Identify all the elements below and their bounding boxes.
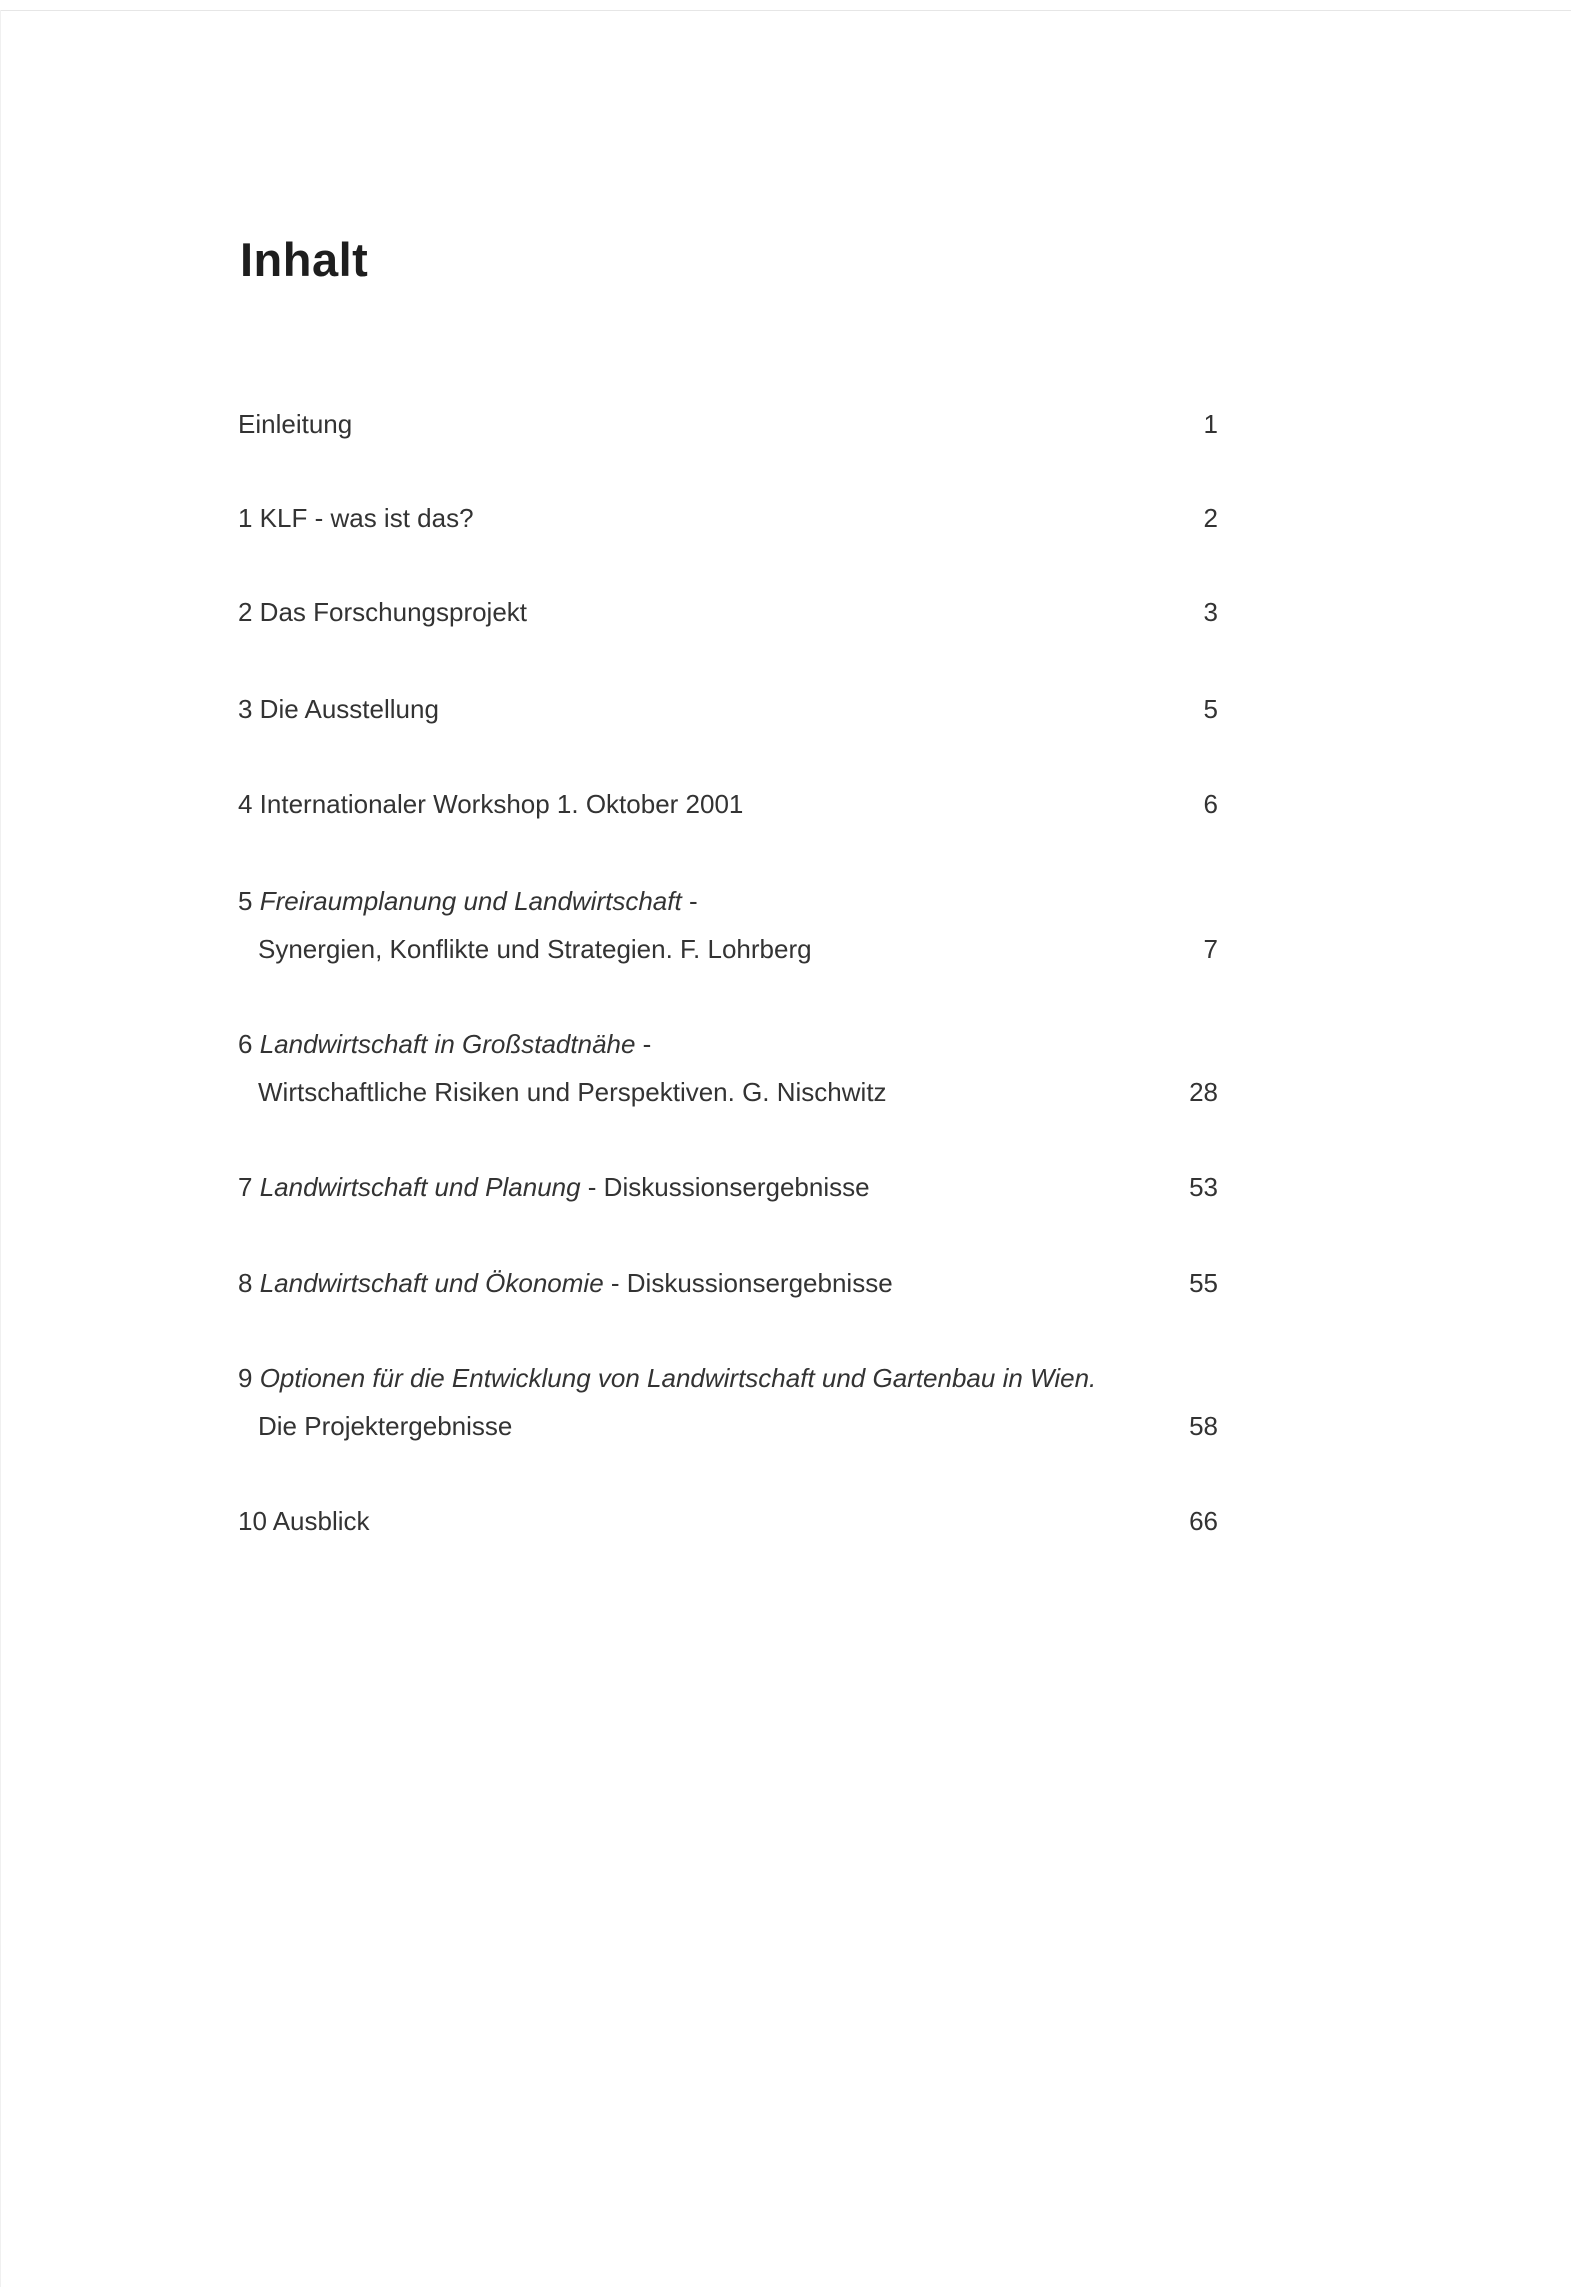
toc-entry-suffix: - [635,1029,652,1059]
toc-entry-line-1 [238,1354,1218,1402]
toc-entry-italic-title: Landwirtschaft und Ökonomie [259,1268,604,1298]
toc-entry-2 [238,588,1218,636]
page-top-edge [0,10,1571,11]
toc-page-number: 1 [1203,409,1218,439]
toc-entry-line-2: Die Projektergebnisse [258,1411,513,1441]
toc-page-number: 53 [1189,1172,1218,1202]
toc-entry-number: 9 [238,1363,260,1393]
toc-entry-8 [238,1259,1218,1307]
toc-page-number: 66 [1189,1506,1218,1536]
toc-entry-title: 10 Ausblick [238,1506,370,1536]
toc-entry-4 [238,780,1218,828]
toc-entry-italic-title: Freiraumplanung und Landwirtschaft [259,886,682,916]
toc-page-number: 5 [1203,694,1218,724]
toc-page-number: 28 [1189,1077,1218,1107]
toc-entry-number: 5 [238,886,260,916]
toc-entry-number: 6 [238,1029,260,1059]
toc-entry-title: 1 KLF - was ist das? [238,503,474,533]
toc-entry-suffix: - Diskussionsergebnisse [603,1268,893,1298]
toc-entry-number: 7 [238,1172,260,1202]
toc-entry-line-1 [238,877,1218,925]
toc-entry-line-2: Wirtschaftliche Risiken und Perspektiven. G. Nischwitz [258,1077,887,1107]
toc-entry-suffix: - [681,886,698,916]
toc-page-number: 7 [1203,934,1218,964]
toc-entry-italic-title: Landwirtschaft in Großstadtnähe [259,1029,636,1059]
toc-page-number: 55 [1189,1268,1218,1298]
toc-entry-line-1 [238,1163,1218,1211]
toc-entry-italic-title: Landwirtschaft und Planung [259,1172,581,1202]
page-title: Inhalt [240,233,369,286]
toc-entry-line-2: Synergien, Konflikte und Strategien. F. Lohrberg [258,934,812,964]
toc-entry-title: Einleitung [238,409,353,439]
toc-entry-6 [238,1020,1218,1116]
toc-entry-suffix: - Diskussionsergebnisse [580,1172,870,1202]
toc-entry-9 [238,1354,1218,1450]
toc-page-number: 6 [1203,789,1218,819]
toc-page-number: 2 [1203,503,1218,533]
toc-entry-line-1 [238,1259,1218,1307]
toc-page-number: 3 [1203,597,1218,627]
toc-entry-title: 3 Die Ausstellung [238,694,439,724]
toc-entry-number: 8 [238,1268,260,1298]
toc-entry-10 [238,1497,1218,1545]
toc-entry-5 [238,877,1218,973]
toc-entry-einleitung [238,400,1218,448]
toc-entry-italic-title: Optionen für die Entwicklung von Landwirtschaft und Gartenbau in Wien. [259,1363,1097,1393]
toc-entry-1 [238,494,1218,542]
toc-entry-line-1 [238,1020,1218,1068]
toc-entry-3 [238,685,1218,733]
page-left-edge [0,10,1,2287]
toc-page-number: 58 [1189,1411,1218,1441]
toc-entry-title: 4 Internationaler Workshop 1. Oktober 2001 [238,789,744,819]
toc-entry-7 [238,1163,1218,1211]
toc-entry-title: 2 Das Forschungsprojekt [238,597,528,627]
